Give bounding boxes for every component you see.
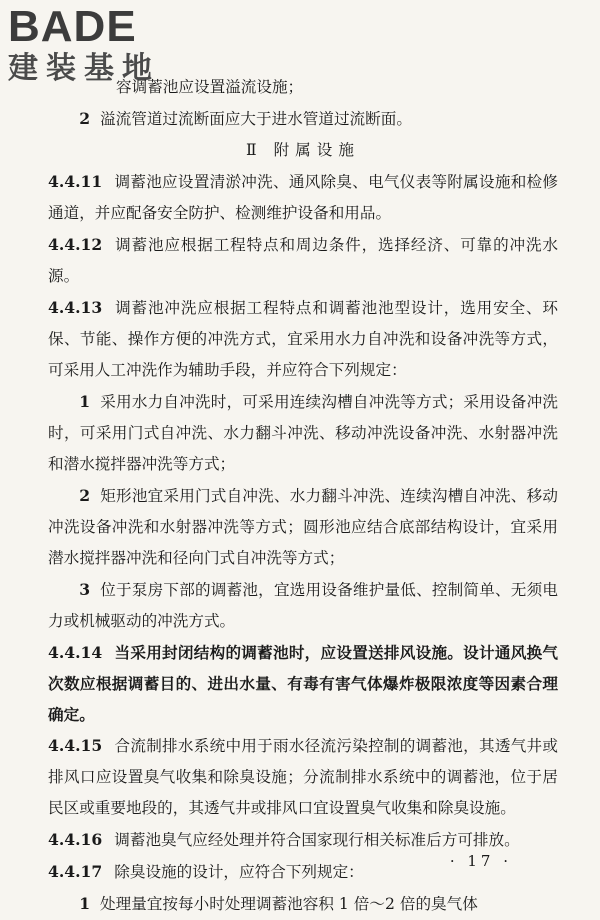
clause-number: 4.4.15: [48, 736, 103, 755]
clause-number: 4.4.13: [48, 298, 103, 317]
page-number: · 17 ·: [449, 852, 512, 870]
item-number: 2: [79, 109, 91, 128]
clause-4-4-14: [48, 637, 558, 730]
clause-number: 4.4.16: [48, 830, 103, 849]
item-text: 处理量宜按每小时处理调蓄池容积 1 倍～2 倍的臭气体: [100, 895, 478, 913]
text-line-overflow-cont: [48, 72, 558, 103]
item-2-overflow: [48, 103, 558, 135]
clause-4-4-15: [48, 730, 558, 824]
clause-4-4-17-item-1: [48, 888, 558, 920]
clause-4-4-13-item-2: [48, 480, 558, 574]
item-number: 2: [79, 486, 91, 505]
item-text: 溢流管道过流断面应大于进水管道过流断面。: [100, 110, 412, 128]
clause-text: 调蓄池应设置清淤冲洗、通风除臭、电气仪表等附属设施和检修通道，并应配备安全防护、检测维护设备和用品。: [48, 173, 558, 222]
clause-4-4-13: [48, 292, 558, 386]
clause-text: 调蓄池臭气应经处理并符合国家现行相关标准后方可排放。: [114, 831, 520, 849]
page-body: [48, 72, 558, 920]
clause-4-4-13-item-3: [48, 574, 558, 637]
item-number: 1: [79, 894, 91, 913]
item-text: 采用水力自冲洗时，可采用连续沟槽自冲洗等方式；采用设备冲洗时，可采用门式自冲洗、水力翻斗冲洗、移动冲洗设备冲洗、水射器冲洗和潜水搅拌器冲洗等方式；: [48, 393, 558, 473]
clause-text: 除臭设施的设计，应符合下列规定：: [114, 863, 364, 881]
section-heading: Ⅱ 附属设施: [246, 141, 360, 159]
logo-text-jianzhuangjidi: 建装基地: [8, 51, 160, 86]
clause-text: 合流制排水系统中用于雨水径流污染控制的调蓄池，其透气井或排风口应设置臭气收集和除臭设施；分流制排水系统中的调蓄池，位于居民区或重要地段的，其透气井或排风口宜设置臭气收集和除臭设施。: [48, 737, 558, 817]
line-text: 容调蓄池应设置溢流设施；: [116, 78, 304, 96]
clause-text: 调蓄池应根据工程特点和周边条件，选择经济、可靠的冲洗水源。: [48, 236, 558, 285]
clause-number: 4.4.14: [48, 643, 103, 662]
clause-text: 调蓄池冲洗应根据工程特点和调蓄池池型设计，选用安全、环保、节能、操作方便的冲洗方式，宜采用水力自冲洗和设备冲洗等方式，可采用人工冲洗作为辅助手段，并应符合下列规定：: [48, 299, 558, 379]
item-number: 1: [79, 392, 91, 411]
clause-4-4-11: [48, 166, 558, 229]
item-text: 矩形池宜采用门式自冲洗、水力翻斗冲洗、连续沟槽自冲洗、移动冲洗设备冲洗和水射器冲洗等方式；圆形池应结合底部结构设计，宜采用潜水搅拌器冲洗和径向门式自冲洗等方式；: [48, 487, 558, 567]
clause-number: 4.4.11: [48, 172, 103, 191]
item-text: 位于泵房下部的调蓄池，宜选用设备维护量低、控制简单、无须电力或机械驱动的冲洗方式。: [48, 581, 558, 630]
clause-4-4-13-item-1: [48, 386, 558, 480]
item-number: 3: [79, 580, 91, 599]
clause-4-4-12: [48, 229, 558, 292]
logo-text-bade: BADE: [8, 2, 137, 51]
clause-text: 当采用封闭结构的调蓄池时，应设置送排风设施。设计通风换气次数应根据调蓄目的、进出水量、有毒有害气体爆炸极限浓度等因素合理确定。: [48, 643, 558, 724]
clause-number: 4.4.12: [48, 235, 103, 254]
clause-number: 4.4.17: [48, 862, 103, 881]
